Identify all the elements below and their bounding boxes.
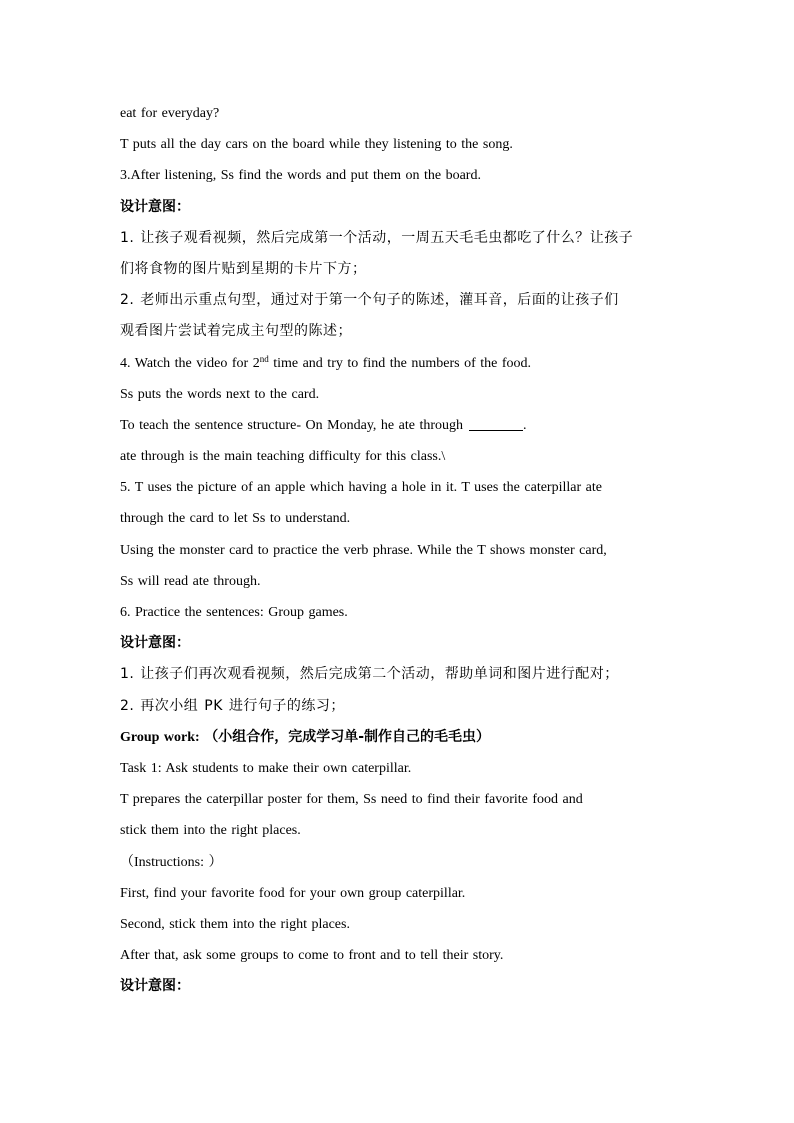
text-fragment: 4. Watch the video for 2 bbox=[120, 355, 260, 371]
text-line: stick them into the right places. bbox=[120, 823, 301, 839]
text-line: 5. T uses the picture of an apple which having a hole in it. T uses the caterpillar ate bbox=[120, 480, 602, 496]
text-line: 观看图片尝试着完成主句型的陈述； bbox=[120, 323, 352, 340]
document-page bbox=[120, 98, 680, 1002]
text-fragment: To teach the sentence structure- On Monday, he ate through bbox=[120, 417, 463, 433]
text-line: First, find your favorite food for your own group caterpillar. bbox=[120, 885, 466, 901]
section-heading-design-intent: 设计意图： bbox=[120, 198, 190, 215]
section-heading-design-intent: 设计意图： bbox=[120, 978, 190, 995]
text-line: 1. 让孩子们再次观看视频，然后完成第二个活动，帮助单词和图片进行配对； bbox=[120, 666, 619, 683]
text-line: 3.After listening, Ss find the words and put them on the board. bbox=[120, 168, 481, 184]
text-line: After that, ask some groups to come to front and to tell their story. bbox=[120, 948, 504, 964]
text-line: Ss puts the words next to the card. bbox=[120, 386, 320, 402]
fill-in-blank bbox=[469, 416, 523, 431]
section-heading-design-intent: 设计意图： bbox=[120, 635, 190, 652]
text-line: （Instructions: ） bbox=[120, 854, 223, 870]
text-line bbox=[120, 410, 680, 441]
text-line: 2. 再次小组 PK 进行句子的练习； bbox=[120, 697, 345, 714]
text-line: eat for everyday? bbox=[120, 106, 220, 121]
text-line: 1. 让孩子观看视频，然后完成第一个活动，一周五天毛毛虫都吃了什么？让孩子 bbox=[120, 229, 634, 246]
text-line: T puts all the day cars on the board while they listening to the song. bbox=[120, 137, 513, 153]
text-line: Second, stick them into the right places. bbox=[120, 916, 350, 932]
text-line: 们将食物的图片贴到星期的卡片下方； bbox=[120, 260, 367, 277]
group-work-heading bbox=[120, 722, 680, 753]
text-fragment: . bbox=[523, 417, 527, 433]
text-line: Using the monster card to practice the verb phrase. While the T shows monster card, bbox=[120, 542, 607, 558]
text-line: through the card to let Ss to understand. bbox=[120, 511, 351, 527]
text-line: ate through is the main teaching difficulty for this class.\ bbox=[120, 449, 446, 465]
superscript: nd bbox=[259, 353, 269, 364]
text-line: T prepares the caterpillar poster for them, Ss need to find their favorite food and bbox=[120, 792, 583, 808]
text-line: 2. 老师出示重点句型，通过对于第一个句子的陈述，灌耳音，后面的让孩子们 bbox=[120, 292, 619, 309]
text-line: Ss will read ate through. bbox=[120, 573, 261, 589]
text-line bbox=[120, 348, 680, 379]
text-fragment: （小组合作，完成学习单-制作自己的毛毛虫） bbox=[204, 728, 491, 745]
text-line: Task 1: Ask students to make their own caterpillar. bbox=[120, 760, 412, 776]
text-line: 6. Practice the sentences: Group games. bbox=[120, 605, 348, 620]
text-fragment: time and try to find the numbers of the food. bbox=[268, 355, 532, 371]
text-fragment: Group work: bbox=[120, 729, 200, 745]
